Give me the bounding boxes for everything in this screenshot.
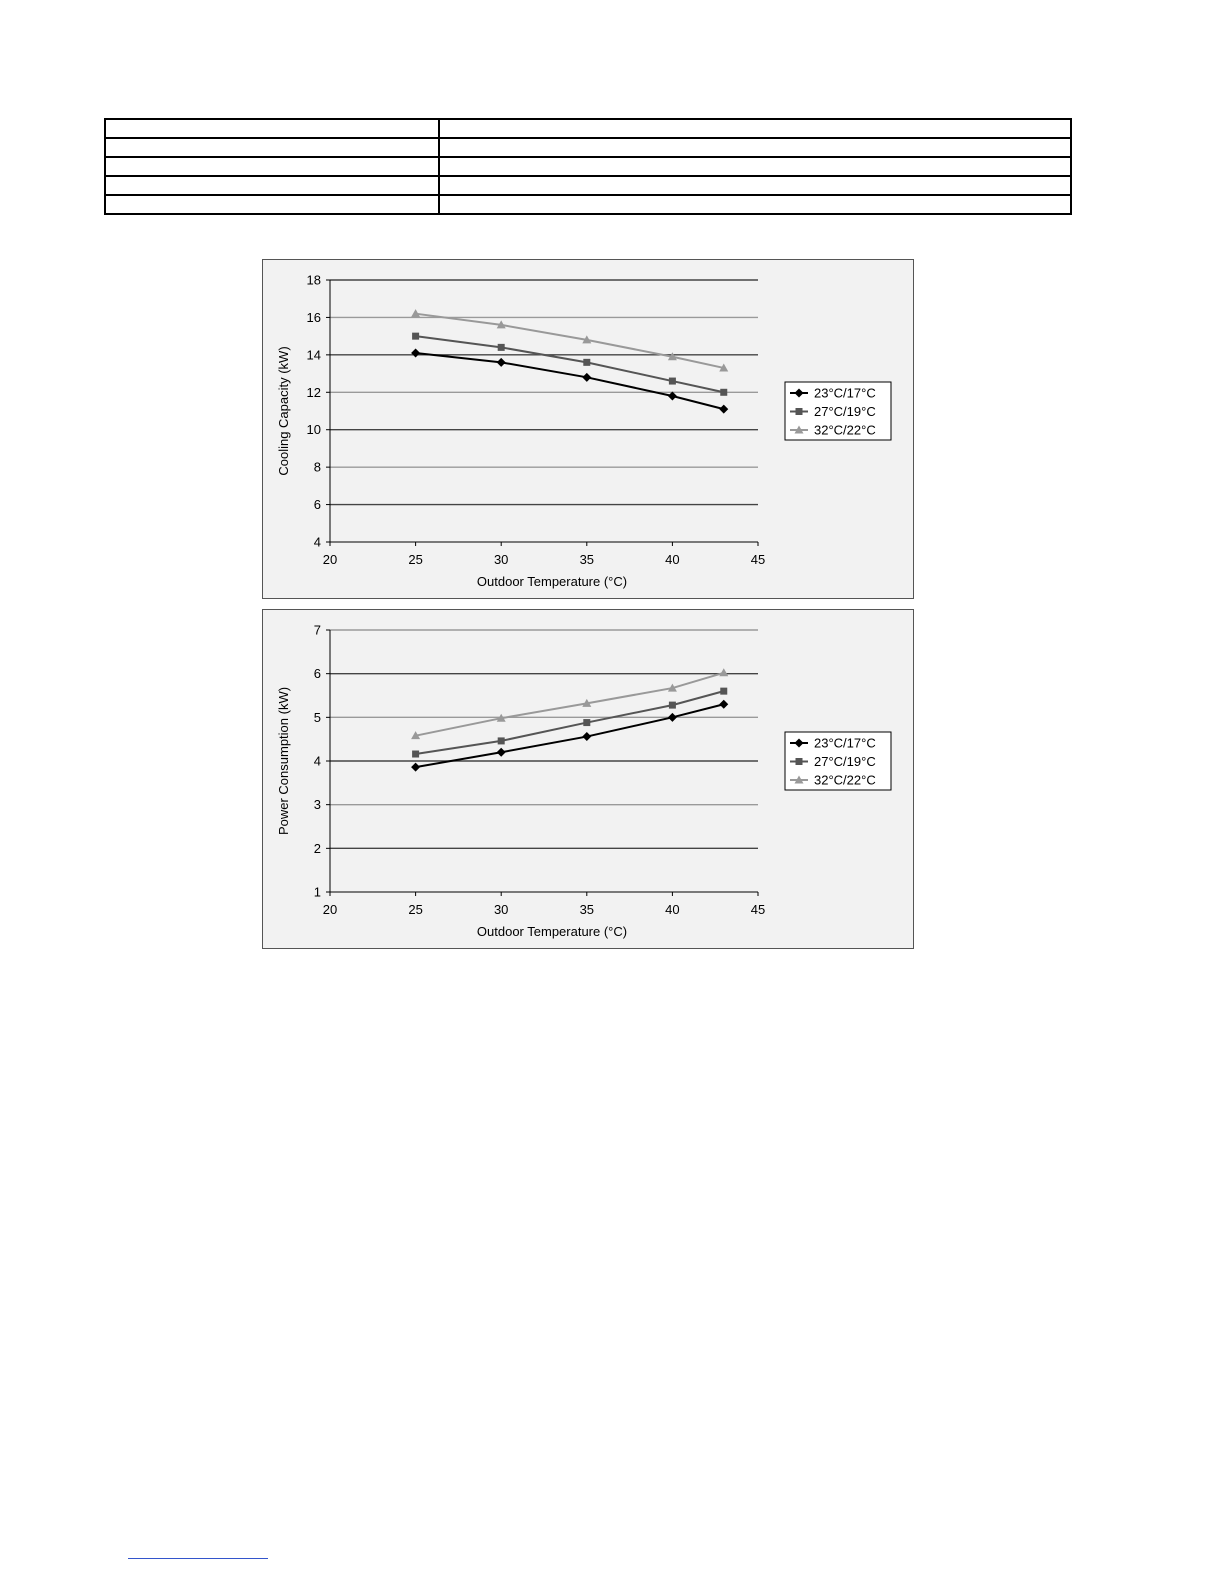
y-tick-label: 6 (313, 666, 321, 682)
table-row (105, 119, 1071, 138)
table-cell (439, 176, 1071, 195)
y-tick-label: 6 (313, 497, 321, 513)
legend-label: 27°C/19°C (814, 754, 876, 769)
data-point (497, 358, 506, 367)
x-tick-label: 25 (408, 902, 423, 917)
x-tick-label: 45 (750, 902, 766, 917)
table-cell (439, 138, 1071, 157)
data-point (669, 702, 676, 709)
y-tick-label: 1 (313, 884, 321, 900)
x-tick-label: 45 (750, 552, 766, 567)
data-point (720, 688, 727, 695)
data-point (582, 732, 591, 741)
x-axis-title: Outdoor Temperature (°C) (476, 924, 628, 939)
x-tick-label: 40 (665, 902, 680, 917)
x-tick-label: 35 (579, 902, 595, 917)
table-cell (105, 176, 439, 195)
x-tick-label: 30 (493, 902, 509, 917)
series-line (416, 704, 724, 767)
table-cell (105, 119, 439, 138)
y-tick-label: 2 (313, 840, 321, 856)
legend-label: 32°C/22°C (814, 422, 876, 438)
data-point (411, 763, 420, 772)
data-point (719, 405, 728, 414)
x-axis-title: Outdoor Temperature (°C) (476, 574, 628, 589)
y-axis-title: Power Consumption (kW) (276, 686, 291, 836)
series-line (416, 353, 724, 409)
y-tick-label: 5 (313, 709, 321, 725)
data-point (411, 348, 420, 357)
x-tick-label: 25 (408, 552, 423, 567)
data-point (719, 700, 728, 709)
series-line (416, 336, 724, 392)
x-tick-label: 20 (322, 552, 338, 567)
y-tick-label: 8 (313, 459, 321, 475)
power-consumption-chart (262, 609, 914, 949)
legend-marker (796, 408, 803, 415)
table-cell (439, 119, 1071, 138)
legend-label: 23°C/17°C (814, 735, 876, 751)
table-cell (105, 157, 439, 176)
x-tick-label: 20 (322, 902, 338, 917)
data-point (719, 668, 728, 676)
y-tick-label: 7 (313, 622, 321, 638)
data-point (669, 378, 676, 385)
table-row (105, 138, 1071, 157)
y-tick-label: 14 (306, 347, 321, 363)
y-tick-label: 10 (306, 422, 321, 438)
x-tick-label: 30 (493, 552, 509, 567)
y-tick-label: 18 (306, 272, 321, 288)
data-point (668, 713, 677, 722)
table-row (105, 176, 1071, 195)
table-cell (105, 138, 439, 157)
data-point (498, 737, 505, 744)
legend-label: 27°C/19°C (814, 404, 876, 419)
legend-marker (796, 758, 803, 765)
data-point (497, 748, 506, 757)
y-tick-label: 4 (313, 753, 321, 769)
power-consumption-chart-svg (263, 610, 915, 950)
data-point (498, 344, 505, 351)
data-point (720, 389, 727, 396)
data-point (412, 333, 419, 340)
series-line (416, 691, 724, 754)
table-row (105, 195, 1071, 214)
spec-table (104, 118, 1072, 215)
data-point (412, 751, 419, 758)
x-tick-label: 35 (579, 552, 595, 567)
y-tick-label: 16 (306, 309, 321, 325)
y-axis-title: Cooling Capacity (kW) (276, 346, 291, 476)
footer-rule (128, 1558, 268, 1559)
cooling-capacity-chart (262, 259, 914, 599)
legend-label: 23°C/17°C (814, 385, 876, 401)
table-cell (439, 195, 1071, 214)
data-point (582, 373, 591, 382)
data-point (583, 359, 590, 366)
table-cell (105, 195, 439, 214)
y-tick-label: 4 (313, 534, 321, 550)
table-cell (439, 157, 1071, 176)
legend-label: 32°C/22°C (814, 772, 876, 788)
cooling-capacity-chart-svg (263, 260, 915, 600)
table-row (105, 157, 1071, 176)
x-tick-label: 40 (665, 552, 680, 567)
data-point (583, 719, 590, 726)
y-tick-label: 12 (306, 384, 321, 400)
y-tick-label: 3 (313, 797, 321, 813)
